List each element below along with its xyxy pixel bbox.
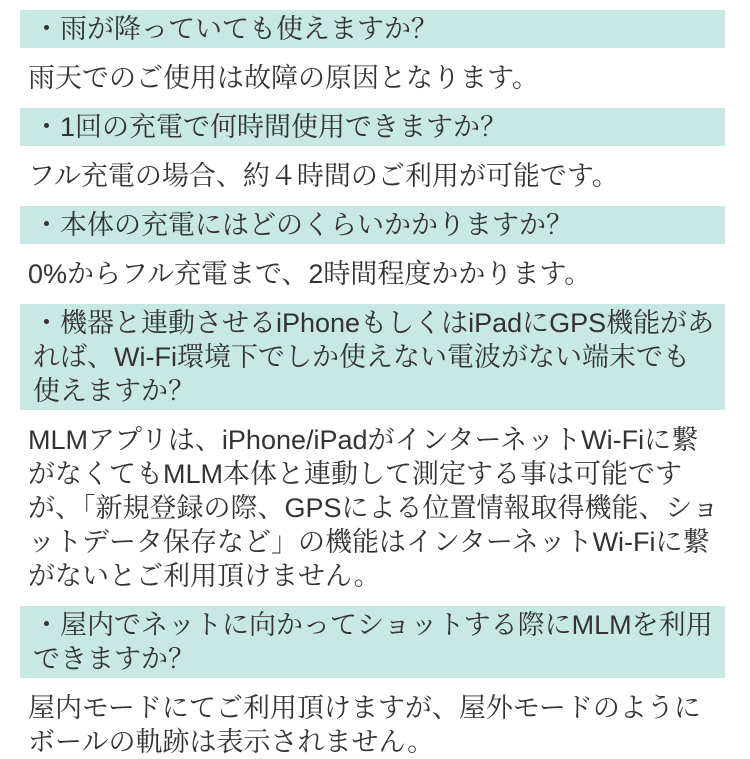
faq-answer-charge-time: 0%からフル充電まで、2時間程度かかります。 xyxy=(28,259,592,289)
faq-question-rain: ・雨が降っていても使えますか？ xyxy=(20,10,725,48)
faq-answer-gps-wifi: MLMアプリは、iPhone/iPadがインターネットWi-Fiに繋がなくてもMLM本体と連動して測定する事は可能ですが、「新規登録の際、GPSによる位置情報取得機能、ショットデータ保存など」の機能はインターネットWi-Fiに繋がないとご利用頂けません。 xyxy=(28,425,719,591)
faq-answer-battery-duration: フル充電の場合、約４時間のご利用が可能です。 xyxy=(28,161,619,191)
faq-question-indoor-use: ・屋内でネットに向かってショットする際にMLMを利用できますか？ xyxy=(20,606,725,678)
faq-answer-rain: 雨天でのご使用は故障の原因となります。 xyxy=(28,63,539,93)
faq-question-gps-wifi: ・機器と連動させるiPhoneもしくはiPadにGPS機能があれば、Wi-Fi環境下でしか使えない電波がない端末でも使えますか？ xyxy=(20,304,725,410)
faq-answer-indoor-use: 屋内モードにてご利用頂けますが、屋外モードのようにボールの軌跡は表示されません。 xyxy=(28,693,701,757)
faq-question-charge-time: ・本体の充電にはどのくらいかかりますか？ xyxy=(20,206,725,244)
faq-question-battery-duration: ・1回の充電で何時間使用できますか？ xyxy=(20,108,725,146)
